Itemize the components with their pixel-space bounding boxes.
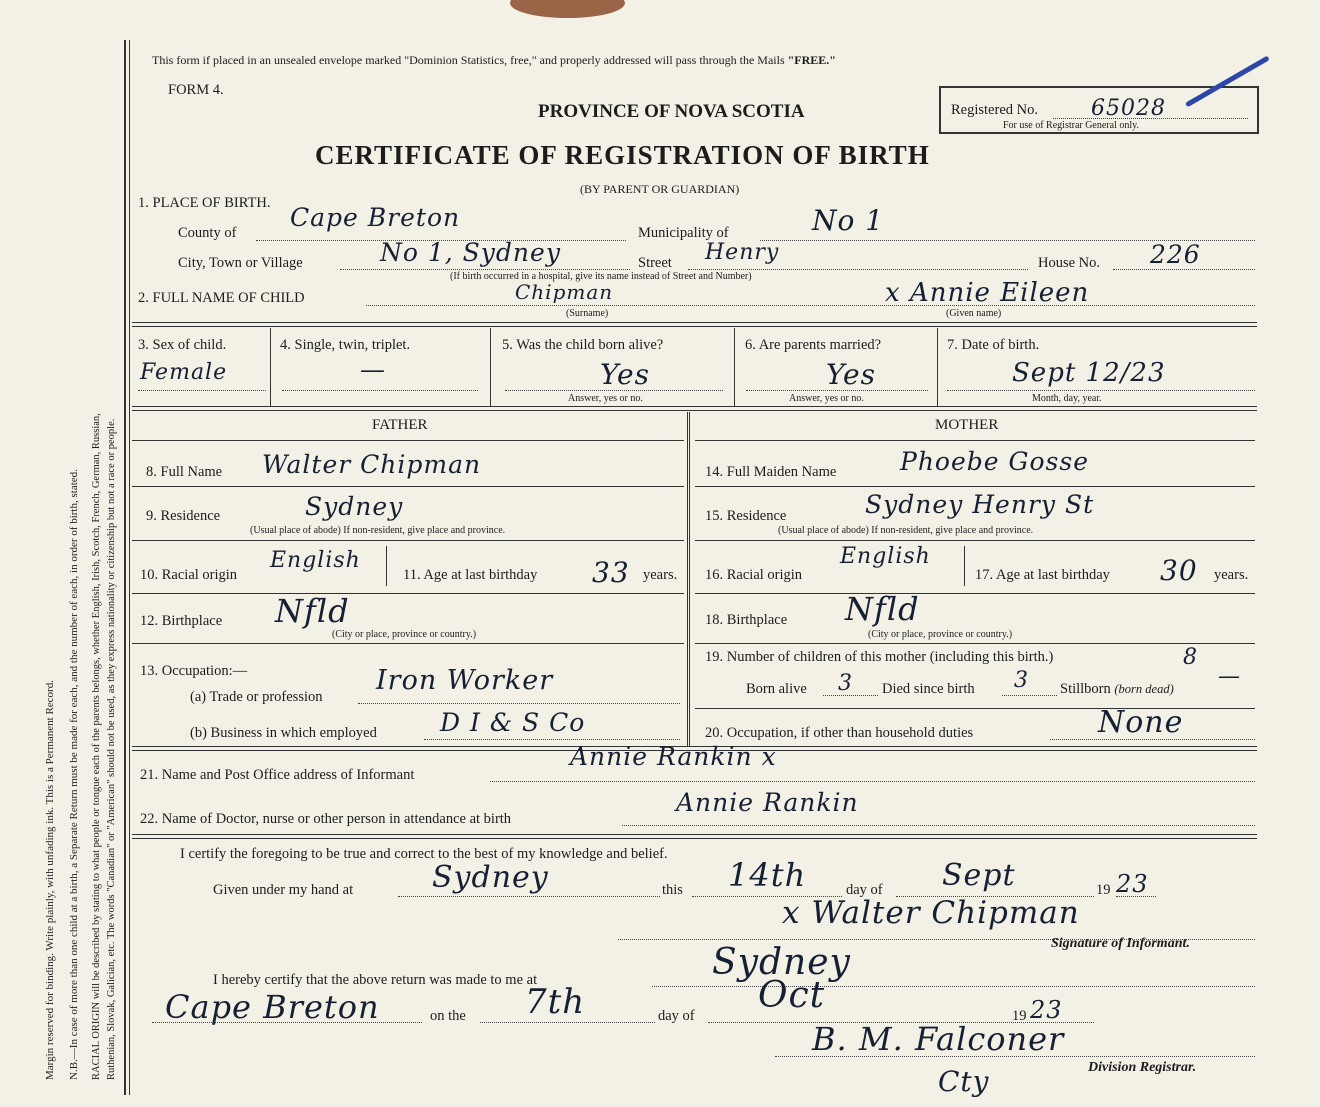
hospital-note: (If birth occurred in a hospital, give its name instead of Street and Number): [450, 271, 752, 282]
registrar-month-value: Oct: [758, 975, 826, 1016]
registered-label: Registered No.: [951, 102, 1038, 118]
married-label: 6. Are parents married?: [745, 337, 882, 353]
registrar-statement: I hereby certify that the above return was made to me at: [213, 972, 538, 988]
margin-nb-note: N.B.—In case of more than one child at a birth, a Separate Return must be made for each, and the number of each, in order of birth, stated.: [68, 469, 80, 1080]
rule-after-name: [132, 322, 1257, 327]
registrar-on-the-label: on the: [430, 1008, 466, 1024]
mother-residence-value: Sydney Henry St: [865, 490, 1095, 519]
province-title: PROVINCE OF NOVA SCOTIA: [538, 101, 805, 122]
street-value: Henry: [705, 240, 780, 265]
father-business-label: (b) Business in which employed: [190, 725, 377, 741]
married-caption: Answer, yes or no.: [789, 393, 864, 404]
mother-occupation-value: None: [1098, 705, 1184, 740]
col-rule-2: [490, 328, 491, 406]
father-age-label: 11. Age at last birthday: [403, 567, 538, 583]
father-occupation-label: 13. Occupation:—: [140, 663, 248, 679]
municipality-label: Municipality of: [638, 225, 729, 241]
mother-heading: MOTHER: [935, 417, 999, 433]
informant-signature-caption: Signature of Informant.: [1051, 936, 1190, 951]
rule-before-certify: [132, 834, 1257, 839]
father-name-label: 8. Full Name: [146, 464, 223, 480]
registrar-year-prefix: 19: [1012, 1008, 1027, 1024]
mother-birthplace-label: 18. Birthplace: [705, 612, 788, 628]
mother-age-value: 30: [1160, 554, 1198, 587]
city-value: No 1, Sydney: [380, 238, 561, 267]
form-number: FORM 4.: [168, 82, 224, 98]
born-alive-count-label: Born alive: [746, 681, 807, 697]
born-alive-count-value: 3: [838, 671, 853, 696]
father-residence-value: Sydney: [305, 492, 404, 521]
margin-rule-inner: [129, 40, 130, 1095]
father-heading: FATHER: [372, 417, 428, 433]
registrar-caption: Division Registrar.: [1088, 1060, 1197, 1075]
mother-racial-value: English: [840, 544, 931, 569]
mother-children-label: 19. Number of children of this mother (including this birth.): [705, 649, 1054, 665]
multiplicity-value: —: [360, 355, 386, 384]
father-birthplace-label: 12. Birthplace: [140, 613, 223, 629]
certify-statement: I certify the foregoing to be true and correct to the best of my knowledge and belief.: [180, 846, 668, 862]
doctor-label: 22. Name of Doctor, nurse or other person in attendance at birth: [140, 811, 512, 827]
margin-racial-note-1: RACIAL ORIGIN will be described by stating to what people or tongue each of the parents belongs, whether English, Irish, Scotch, French, German, Russian,: [91, 413, 102, 1080]
died-since-birth-label: Died since birth: [882, 681, 975, 697]
place-of-birth-label: 1. PLACE OF BIRTH.: [138, 195, 271, 211]
col-rule-1: [270, 328, 271, 406]
mother-age-label: 17. Age at last birthday: [975, 567, 1110, 583]
registrar-year-value: 23: [1030, 996, 1063, 1024]
child-surname-value: Chipman: [515, 280, 614, 304]
father-name-value: Walter Chipman: [262, 450, 482, 479]
multiplicity-label: 4. Single, twin, triplet.: [280, 337, 411, 353]
certify-year-value: 23: [1116, 870, 1149, 898]
child-given-value: x Annie Eileen: [885, 278, 1090, 308]
mother-years-label: years.: [1214, 567, 1249, 583]
informant-value: Annie Rankin x: [570, 742, 777, 771]
date-of-birth-label: 7. Date of birth.: [947, 337, 1040, 353]
born-alive-value: Yes: [600, 358, 650, 391]
house-number-value: 226: [1150, 240, 1201, 269]
stillborn-value: —: [1218, 664, 1241, 689]
certify-year-prefix: 19: [1096, 882, 1111, 898]
died-since-birth-value: 3: [1014, 668, 1029, 693]
mother-racial-label: 16. Racial origin: [705, 567, 803, 583]
father-birthplace-caption: (City or place, province or country.): [332, 629, 477, 640]
father-residence-caption: (Usual place of abode) If non-resident, give place and province.: [250, 525, 506, 536]
mother-residence-caption: (Usual place of abode) If non-resident, give place and province.: [778, 525, 1034, 536]
sex-value: Female: [140, 360, 228, 385]
margin-binding-note: Margin reserved for binding. Write plainly, with unfading ink. This is a Permanent Record.: [44, 680, 56, 1080]
registrar-signature: B. M. Falconer: [812, 1020, 1065, 1058]
registrar-note: For use of Registrar General only.: [1003, 120, 1139, 131]
mother-name-label: 14. Full Maiden Name: [705, 464, 837, 480]
date-of-birth-caption: Month, day, year.: [1032, 393, 1102, 404]
child-name-label: 2. FULL NAME OF CHILD: [138, 290, 305, 306]
house-number-label: House No.: [1038, 255, 1101, 271]
mother-residence-label: 15. Residence: [705, 508, 787, 524]
registrar-county-value: Cape Breton: [165, 988, 380, 1026]
father-racial-label: 10. Racial origin: [140, 567, 238, 583]
municipality-value: No 1: [812, 204, 885, 237]
mother-birthplace-value: Nfld: [845, 590, 920, 628]
father-years-label: years.: [643, 567, 678, 583]
certificate-subtitle: (BY PARENT OR GUARDIAN): [580, 182, 740, 196]
envelope-note: This form if placed in an unsealed envelope marked "Dominion Statistics, free," and properly addressed will pass through the Mails "FREE.": [152, 53, 836, 67]
informant-signature: x Walter Chipman: [782, 895, 1080, 931]
street-label: Street: [638, 255, 672, 271]
married-value: Yes: [826, 358, 876, 391]
father-racial-value: English: [270, 548, 361, 573]
ink-stain: [510, 0, 625, 18]
registrar-day-value: 7th: [525, 982, 586, 1022]
county-label: County of: [178, 225, 237, 241]
born-alive-label: 5. Was the child born alive?: [502, 337, 664, 353]
stillborn-label: Stillborn (born dead): [1060, 681, 1174, 697]
parents-divider: [687, 412, 690, 747]
this-label: this: [662, 882, 683, 898]
stillborn-caption: (born dead): [1114, 682, 1174, 696]
margin-racial-note-2: Ruthenian, Slovak, Galician, etc. The words "Canadian" or "American" should not be used, as they express nationality or citizenship but not a race or people.: [106, 418, 117, 1080]
father-birthplace-value: Nfld: [275, 592, 350, 630]
registrar-day-of-label: day of: [658, 1008, 695, 1024]
father-trade-label: (a) Trade or profession: [190, 689, 323, 705]
born-alive-caption: Answer, yes or no.: [568, 393, 643, 404]
mother-birthplace-caption: (City or place, province or country.): [868, 629, 1013, 640]
mother-occupation-label: 20. Occupation, if other than household duties: [705, 725, 974, 741]
margin-rule: [124, 40, 126, 1095]
certify-day-value: 14th: [728, 856, 807, 894]
surname-caption: (Surname): [566, 308, 609, 319]
father-trade-value: Iron Worker: [376, 665, 554, 696]
certificate-title: CERTIFICATE OF REGISTRATION OF BIRTH: [315, 140, 930, 170]
given-caption: (Given name): [946, 308, 1002, 319]
doctor-value: Annie Rankin: [676, 788, 859, 817]
rule-after-row3: [132, 406, 1257, 411]
father-age-value: 33: [592, 556, 630, 589]
given-place-value: Sydney: [432, 860, 549, 895]
father-residence-label: 9. Residence: [146, 508, 221, 524]
registrar-extra-mark: Cty: [938, 1065, 990, 1098]
sex-label: 3. Sex of child.: [138, 337, 227, 353]
col-rule-3: [734, 328, 735, 406]
date-of-birth-value: Sept 12/23: [1012, 358, 1166, 388]
county-value: Cape Breton: [290, 203, 461, 232]
given-label: Given under my hand at: [213, 882, 354, 898]
registrar-place-value: Sydney: [712, 942, 851, 983]
certify-month-value: Sept: [942, 858, 1016, 893]
mother-name-value: Phoebe Gosse: [900, 447, 1089, 476]
city-label: City, Town or Village: [178, 255, 303, 271]
certify-day-of-label: day of: [846, 882, 883, 898]
col-rule-4: [937, 328, 938, 406]
registered-value: 65028: [1091, 96, 1166, 121]
informant-label: 21. Name and Post Office address of Informant: [140, 767, 415, 783]
mother-children-value: 8: [1183, 645, 1198, 670]
father-business-value: D I & S Co: [440, 708, 586, 737]
